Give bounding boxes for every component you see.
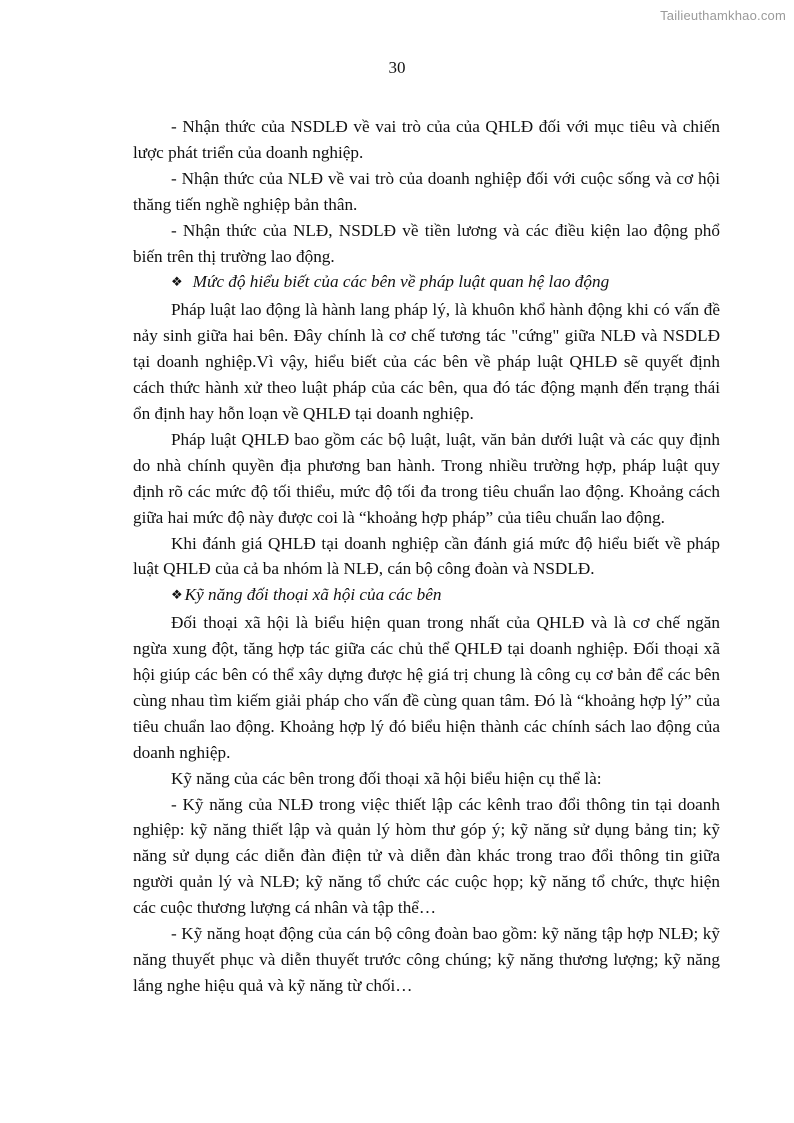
watermark: Tailieuthamkhao.com — [660, 8, 786, 23]
section-heading-text: Mức độ hiểu biết của các bên về pháp luật quan hệ lao động — [192, 272, 610, 292]
paragraph: - Nhận thức của NSDLĐ về vai trò của của QHLĐ đối với mục tiêu và chiến lược phát triển của doanh nghiệp. — [133, 117, 720, 162]
paragraph: Khi đánh giá QHLĐ tại doanh nghiệp cần đánh giá mức độ hiểu biết về pháp luật QHLĐ của cả ba nhóm là NLĐ, cán bộ công đoàn và NSDLĐ. — [133, 533, 720, 579]
paragraph: Đối thoại xã hội là biểu hiện quan trong nhất của QHLĐ và là cơ chế ngăn ngừa xung đột, tăng hợp tác giữa các chủ thể QHLĐ tại doanh nghiệp. Đối thoại xã hội giúp các bên có thể xây dựng được hệ giá trị chung là công cụ cơ bản để các bên cùng nhau tìm kiếm giải pháp cho vấn đề cùng quan tâm. Đó là “khoảng hợp lý” của tiêu chuẩn lao động. Khoảng hợp lý đó biểu hiện thành các chính sách lao động của doanh nghiệp. — [133, 613, 720, 762]
paragraph: - Nhận thức của NLĐ, NSDLĐ về tiền lương và các điều kiện lao động phổ biến trên thị trường lao động. — [133, 220, 720, 266]
section-heading-text: Kỹ năng đối thoại xã hội của các bên — [184, 585, 442, 605]
page-number: 30 — [388, 58, 406, 77]
paragraph: Pháp luật QHLĐ bao gồm các bộ luật, luật, văn bản dưới luật và các quy định do nhà chính quyền địa phương ban hành. Trong nhiều trường hợp, pháp luật quy định rõ các mức độ tối thiểu, mức độ tối đa trong tiêu chuẩn lao động. Khoảng cách giữa hai mức độ này được coi là “khoảng hợp pháp” của tiêu chuẩn lao động. — [133, 429, 720, 527]
paragraph: Pháp luật lao động là hành lang pháp lý, là khuôn khổ hành động khi có vấn đề nảy sinh giữa hai bên. Đây chính là cơ chế tương tác "cứng" giữa NLĐ và NSDLĐ tại doanh nghiệp.Vì vậy, hiểu biết của các bên về pháp luật QHLĐ sẽ quyết định cách thức hành xử theo luật pháp của các bên, qua đó tác động mạnh đến trạng thái ổn định hay hỗn loạn về QHLĐ tại doanh nghiệp. — [133, 300, 720, 423]
paragraph: - Kỹ năng hoạt động của cán bộ công đoàn bao gồm: kỹ năng tập hợp NLĐ; kỹ năng thuyết phục và diễn thuyết trước công chúng; kỹ năng thương lượng; kỹ năng lắng nghe hiệu quả và kỹ năng từ chối… — [133, 924, 720, 995]
paragraph: Kỹ năng của các bên trong đối thoại xã hội biểu hiện cụ thể là: — [171, 768, 602, 788]
document-body — [133, 114, 720, 999]
paragraph: - Kỹ năng của NLĐ trong việc thiết lập các kênh trao đổi thông tin tại doanh nghiệp: kỹ năng thiết lập và quản lý hòm thư góp ý; kỹ năng sử dụng bảng tin; kỹ năng sử dụng các diễn đàn điện tử và diễn đàn khác trong trao đổi thông tin giữa người quản lý và NLĐ; kỹ năng tổ chức các cuộc họp; kỹ năng tổ chức, thực hiện các cuộc thương lượng cá nhân và tập thể… — [133, 794, 720, 918]
section-heading — [133, 269, 720, 297]
diamond-bullet-icon: ❖ — [171, 275, 183, 291]
diamond-bullet-icon: ❖ — [171, 588, 183, 604]
section-heading — [133, 582, 720, 610]
paragraph: - Nhận thức của NLĐ về vai trò của doanh nghiệp đối với cuộc sống và cơ hội thăng tiến nghề nghiệp bản thân. — [133, 168, 720, 214]
